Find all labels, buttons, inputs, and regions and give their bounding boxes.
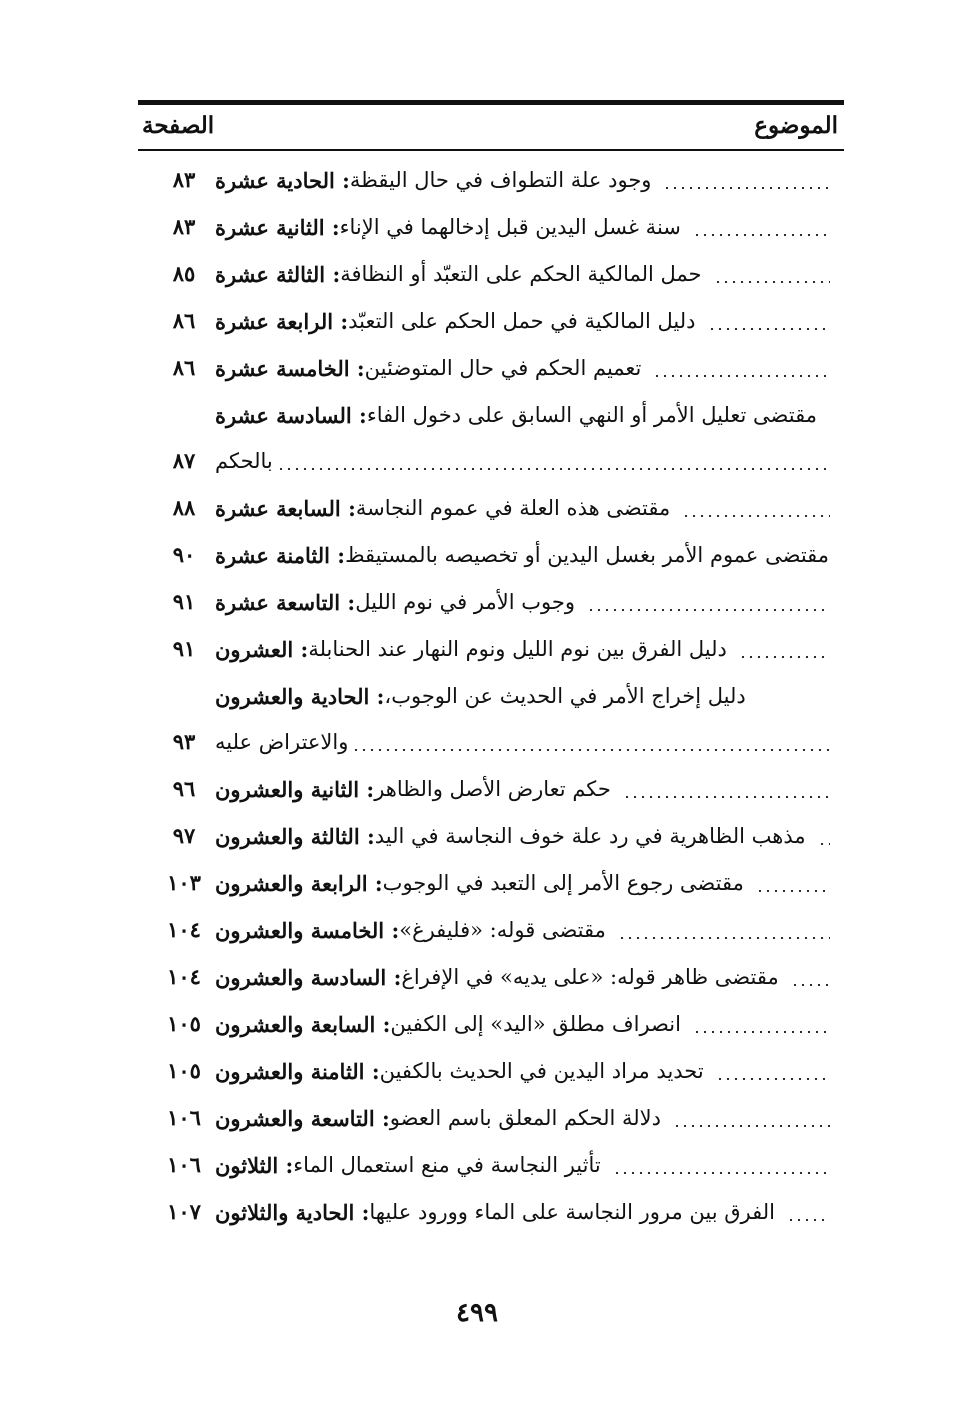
entry-title: مقتضى رجوع الأمر إلى التعبد في الوجوب <box>382 871 744 895</box>
entry-page-number: ٨٦ <box>172 308 196 333</box>
leader-dots <box>682 515 830 517</box>
entry-title: وجوب الأمر في نوم الليل <box>355 590 575 614</box>
entry-title: تحديد مراد اليدين في الحديث بالكفين <box>379 1059 704 1083</box>
entry-separator: : <box>375 1011 391 1037</box>
entry-separator: : <box>369 683 385 709</box>
entry-title-continuation: بالحكم <box>215 449 273 473</box>
toc-entry[interactable] <box>0 157 954 203</box>
entry-separator: : <box>340 495 356 521</box>
entry-label: الثانية عشرة <box>215 214 325 240</box>
leader-dots <box>618 937 830 939</box>
leader-dots <box>663 187 830 189</box>
entry-title: دليل المالكية في حمل الحكم على التعبّد <box>348 309 696 333</box>
entry-page-number: ١٠٥ <box>167 1011 201 1036</box>
entry-separator: : <box>340 589 356 615</box>
entry-title: مقتضى قوله: «فليفرغ» <box>399 918 606 942</box>
leader-dots <box>714 281 830 283</box>
entry-label: الثامنة والعشرون <box>215 1058 365 1084</box>
entry-separator: : <box>334 167 350 193</box>
entry-separator: : <box>367 870 383 896</box>
page-number: ٤٩٩ <box>456 1298 498 1328</box>
entry-separator: : <box>293 636 309 662</box>
entry-separator: : <box>325 261 341 287</box>
leader-dots <box>693 1031 830 1033</box>
leader-dots <box>756 890 830 892</box>
entry-title: تأثير النجاسة في منع استعمال الماء <box>293 1153 601 1177</box>
entry-title: حكم تعارض الأصل والظاهر <box>374 777 611 801</box>
toc-entry[interactable] <box>0 626 954 672</box>
leader-dots <box>653 375 830 377</box>
entry-page-number: ١٠٤ <box>167 964 201 989</box>
entry-label: العشرون <box>215 636 294 662</box>
toc-entry[interactable] <box>0 766 954 812</box>
leader-dots <box>693 234 830 236</box>
entry-page-number: ١٠٦ <box>167 1105 201 1130</box>
toc-entry[interactable] <box>0 860 954 906</box>
entry-label: السادسة عشرة <box>215 402 352 428</box>
toc-entry[interactable] <box>0 1048 954 1094</box>
entry-page-number: ٩١ <box>172 636 196 661</box>
entry-label: الحادية والعشرون <box>215 683 370 709</box>
toc-entry[interactable] <box>0 345 954 391</box>
entry-page-number: ٨٦ <box>172 355 196 380</box>
leader-dots <box>716 1078 830 1080</box>
entry-page-number: ٨٥ <box>172 261 196 286</box>
leader-dots <box>791 984 830 986</box>
leader-dots <box>587 609 830 611</box>
toc-entry[interactable] <box>0 251 954 297</box>
entry-label: الرابعة عشرة <box>215 308 334 334</box>
entry-title: دلالة الحكم المعلق باسم العضو <box>389 1106 661 1130</box>
entry-title: تعميم الحكم في حال المتوضئين <box>364 356 642 380</box>
entry-title: دليل الفرق بين نوم الليل ونوم النهار عند الحنابلة <box>308 637 727 661</box>
leader-dots <box>739 656 830 658</box>
entry-page-number: ١٠٥ <box>167 1058 201 1083</box>
toc-entry[interactable] <box>0 579 954 625</box>
leader-dots <box>673 1125 830 1127</box>
entry-separator: : <box>359 776 375 802</box>
toc-entry[interactable] <box>0 485 954 531</box>
entry-title: مقتضى ظاهر قوله: «على يديه» في الإفراغ <box>401 965 779 989</box>
entry-page-number: ١٠٣ <box>167 870 201 895</box>
entry-label: الحادية عشرة <box>215 167 335 193</box>
entry-title-continuation: والاعتراض عليه <box>215 730 349 754</box>
entry-separator: : <box>329 542 346 568</box>
entry-page-number: ٩٠ <box>172 542 196 567</box>
entry-page-number: ٩١ <box>172 589 196 614</box>
entry-separator: : <box>324 214 340 240</box>
entry-title: سنة غسل اليدين قبل إدخالهما في الإناء <box>339 215 681 239</box>
entry-separator: : <box>333 308 349 334</box>
entry-page-number: ٨٣ <box>172 167 196 192</box>
entry-title: مقتضى تعليل الأمر أو النهي السابق على دخول الفاء <box>366 403 817 427</box>
entry-label: السابعة عشرة <box>215 495 341 521</box>
entry-label: الحادية والثلاثون <box>215 1199 355 1225</box>
leader-dots <box>708 328 830 330</box>
entry-separator: : <box>364 1058 380 1084</box>
entry-label: التاسعة والعشرون <box>215 1105 375 1131</box>
entry-page-number: ٩٣ <box>172 729 196 754</box>
entry-label: الثامنة عشرة <box>215 542 330 568</box>
toc-entry[interactable] <box>0 1095 954 1141</box>
entry-label: الرابعة والعشرون <box>215 870 368 896</box>
leader-dots <box>277 468 830 470</box>
leader-dots <box>787 1219 830 1221</box>
entry-page-number: ٩٧ <box>172 823 196 848</box>
entry-page-number: ٨٣ <box>172 214 196 239</box>
entry-separator: : <box>354 1199 370 1225</box>
entry-title: الفرق بين مرور النجاسة على الماء وورود عليها <box>369 1200 775 1224</box>
entry-label: الخامسة والعشرون <box>215 917 385 943</box>
entry-page-number: ٨٨ <box>172 495 196 520</box>
entry-title: مقتضى عموم الأمر بغسل اليدين أو تخصيصه بالمستيقظ <box>345 543 830 567</box>
entry-title: وجود علة التطواف في حال اليقظة <box>349 168 652 192</box>
entry-label: السادسة والعشرون <box>215 964 387 990</box>
toc-entry[interactable] <box>0 1189 954 1235</box>
topic-column-header: الموضوع <box>754 112 838 139</box>
toc-entry[interactable] <box>0 204 954 250</box>
toc-entry-continuation[interactable] <box>0 719 954 765</box>
toc-entry[interactable] <box>0 298 954 344</box>
entry-title: حمل المالكية الحكم على التعبّد أو النظافة <box>340 262 702 286</box>
entry-title: انصراف مطلق «اليد» إلى الكفين <box>390 1012 681 1036</box>
entry-separator: : <box>349 355 365 381</box>
entry-separator: : <box>386 964 402 990</box>
entry-label: السابعة والعشرون <box>215 1011 376 1037</box>
leader-dots <box>623 796 830 798</box>
entry-label: التاسعة عشرة <box>215 589 341 615</box>
entry-page-number: ١٠٧ <box>167 1199 201 1224</box>
toc-entry[interactable] <box>0 954 954 1000</box>
entry-label: الثالثة والعشرون <box>215 823 360 849</box>
entry-separator: : <box>374 1105 390 1131</box>
entry-page-number: ٨٧ <box>172 448 196 473</box>
entry-separator: : <box>384 917 400 943</box>
toc-entry[interactable] <box>0 392 954 438</box>
entry-label: الثانية والعشرون <box>215 776 360 802</box>
toc-entry[interactable] <box>0 1142 954 1188</box>
entry-label: الخامسة عشرة <box>215 355 350 381</box>
toc-entry[interactable] <box>0 532 954 578</box>
entry-separator: : <box>351 402 367 428</box>
toc-entry[interactable] <box>0 907 954 953</box>
entry-page-number: ١٠٤ <box>167 917 201 942</box>
leader-dots <box>818 843 830 845</box>
entry-page-number: ٩٦ <box>172 776 196 801</box>
entry-page-number: ١٠٦ <box>167 1152 201 1177</box>
toc-entry[interactable] <box>0 813 954 859</box>
toc-entry-continuation[interactable] <box>0 438 954 484</box>
page-column-header: الصفحة <box>142 112 215 139</box>
entry-separator: : <box>278 1152 294 1178</box>
leader-dots <box>613 1172 830 1174</box>
entry-separator: : <box>359 823 375 849</box>
entry-title: دليل إخراج الأمر في الحديث عن الوجوب، <box>384 684 746 708</box>
entry-title: مقتضى هذه العلة في عموم النجاسة <box>355 496 671 520</box>
toc-entry[interactable] <box>0 673 954 719</box>
toc-entry[interactable] <box>0 1001 954 1047</box>
entry-title: مذهب الظاهرية في رد علة خوف النجاسة في اليد <box>374 824 806 848</box>
entry-label: الثلاثون <box>215 1152 279 1178</box>
leader-dots <box>352 749 830 751</box>
entry-label: الثالثة عشرة <box>215 261 326 287</box>
